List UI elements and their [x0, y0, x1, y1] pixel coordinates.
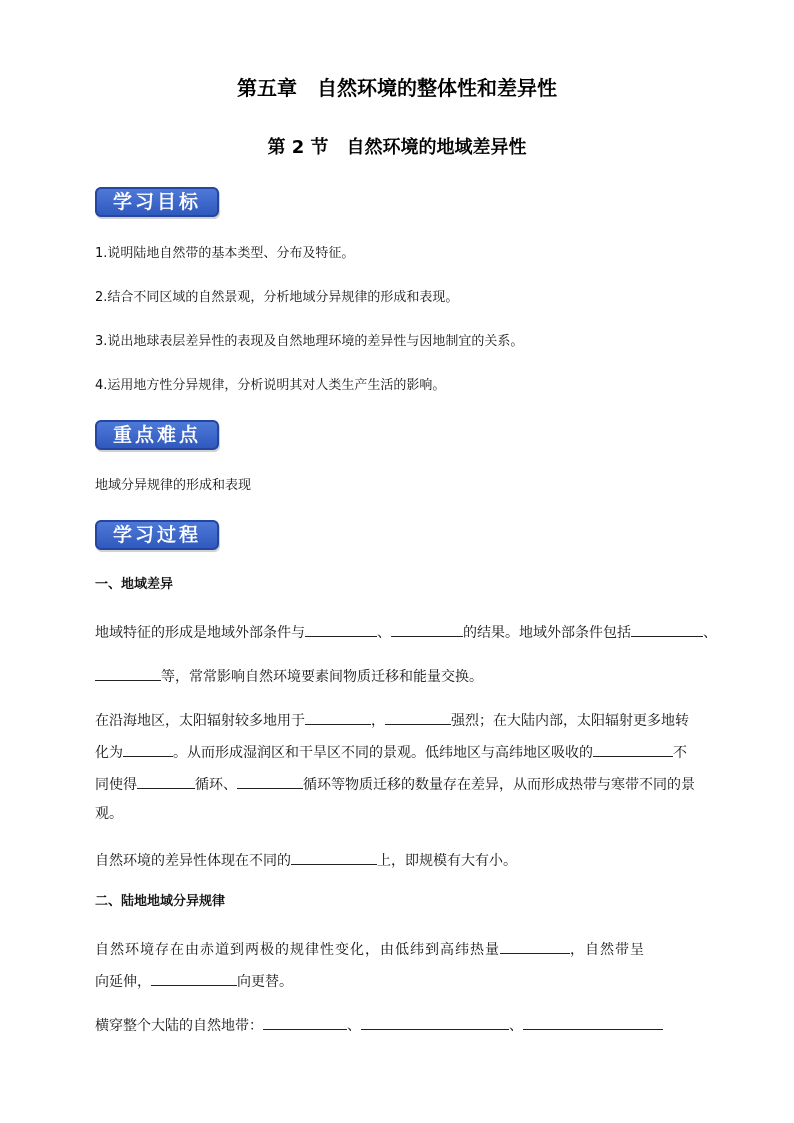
- section2-heading: 二、陆地地域分异规律: [95, 894, 226, 909]
- section1-heading: 一、地域差异: [95, 577, 174, 592]
- section1-paragraph2-cont: 同使得 循环、 循环等物质迁移的数量存在差异，从而形成热带与寒带不同的景: [95, 774, 695, 793]
- section2-paragraph1: 自然环境存在由赤道到两极的规律性变化，由低纬到高纬热量 ，自然带呈: [95, 939, 645, 958]
- chapter-title: 第五章 自然环境的整体性和差异性: [237, 76, 557, 100]
- fill-blank[interactable]: [385, 710, 451, 725]
- fill-blank[interactable]: [391, 622, 463, 637]
- badge-key-points: 重点难点: [95, 420, 219, 450]
- section2-paragraph1-cont: 向延伸， 向更替。: [95, 971, 293, 990]
- fill-blank[interactable]: [291, 850, 377, 865]
- section1-paragraph3: 自然环境的差异性体现在不同的 上，即规模有大有小。: [95, 850, 517, 869]
- fill-blank[interactable]: [305, 622, 377, 637]
- fill-blank[interactable]: [305, 710, 371, 725]
- fill-blank[interactable]: [137, 774, 195, 789]
- section1-paragraph2: 在沿海地区，太阳辐射较多地用于 ， 强烈；在大陆内部，太阳辐射更多地转: [95, 710, 689, 729]
- fill-blank[interactable]: [500, 939, 570, 954]
- fill-blank[interactable]: [631, 622, 703, 637]
- section1-paragraph2-cont: 观。: [95, 806, 123, 822]
- section-title: 第 2 节 自然环境的地域差异性: [267, 137, 527, 158]
- fill-blank[interactable]: [237, 774, 303, 789]
- section2-paragraph2: 横穿整个大陆的自然地带： 、 、: [95, 1015, 663, 1034]
- goal-item: 1.说明陆地自然带的基本类型、分布及特征。: [95, 246, 355, 261]
- section1-paragraph2-cont: 化为 。从而形成湿润区和干旱区不同的景观。低纬地区与高纬地区吸收的 不: [95, 742, 687, 761]
- badge-learning-process: 学习过程: [95, 520, 219, 550]
- fill-blank[interactable]: [151, 971, 237, 986]
- fill-blank[interactable]: [263, 1015, 347, 1030]
- goal-item: 3.说出地球表层差异性的表现及自然地理环境的差异性与因地制宜的关系。: [95, 334, 524, 349]
- section1-paragraph1: 地域特征的形成是地域外部条件与 、 的结果。地域外部条件包括 、: [95, 622, 717, 641]
- fill-blank[interactable]: [123, 742, 173, 757]
- fill-blank[interactable]: [593, 742, 673, 757]
- section1-paragraph1-cont: 等，常常影响自然环境要素间物质迁移和能量交换。: [95, 666, 483, 685]
- badge-learning-goals: 学习目标: [95, 187, 219, 217]
- fill-blank[interactable]: [361, 1015, 509, 1030]
- fill-blank[interactable]: [523, 1015, 663, 1030]
- fill-blank[interactable]: [95, 666, 161, 681]
- goal-item: 4.运用地方性分异规律，分析说明其对人类生产生活的影响。: [95, 378, 446, 393]
- key-points-text: 地域分异规律的形成和表现: [95, 478, 252, 493]
- goal-item: 2.结合不同区域的自然景观，分析地域分异规律的形成和表现。: [95, 290, 459, 305]
